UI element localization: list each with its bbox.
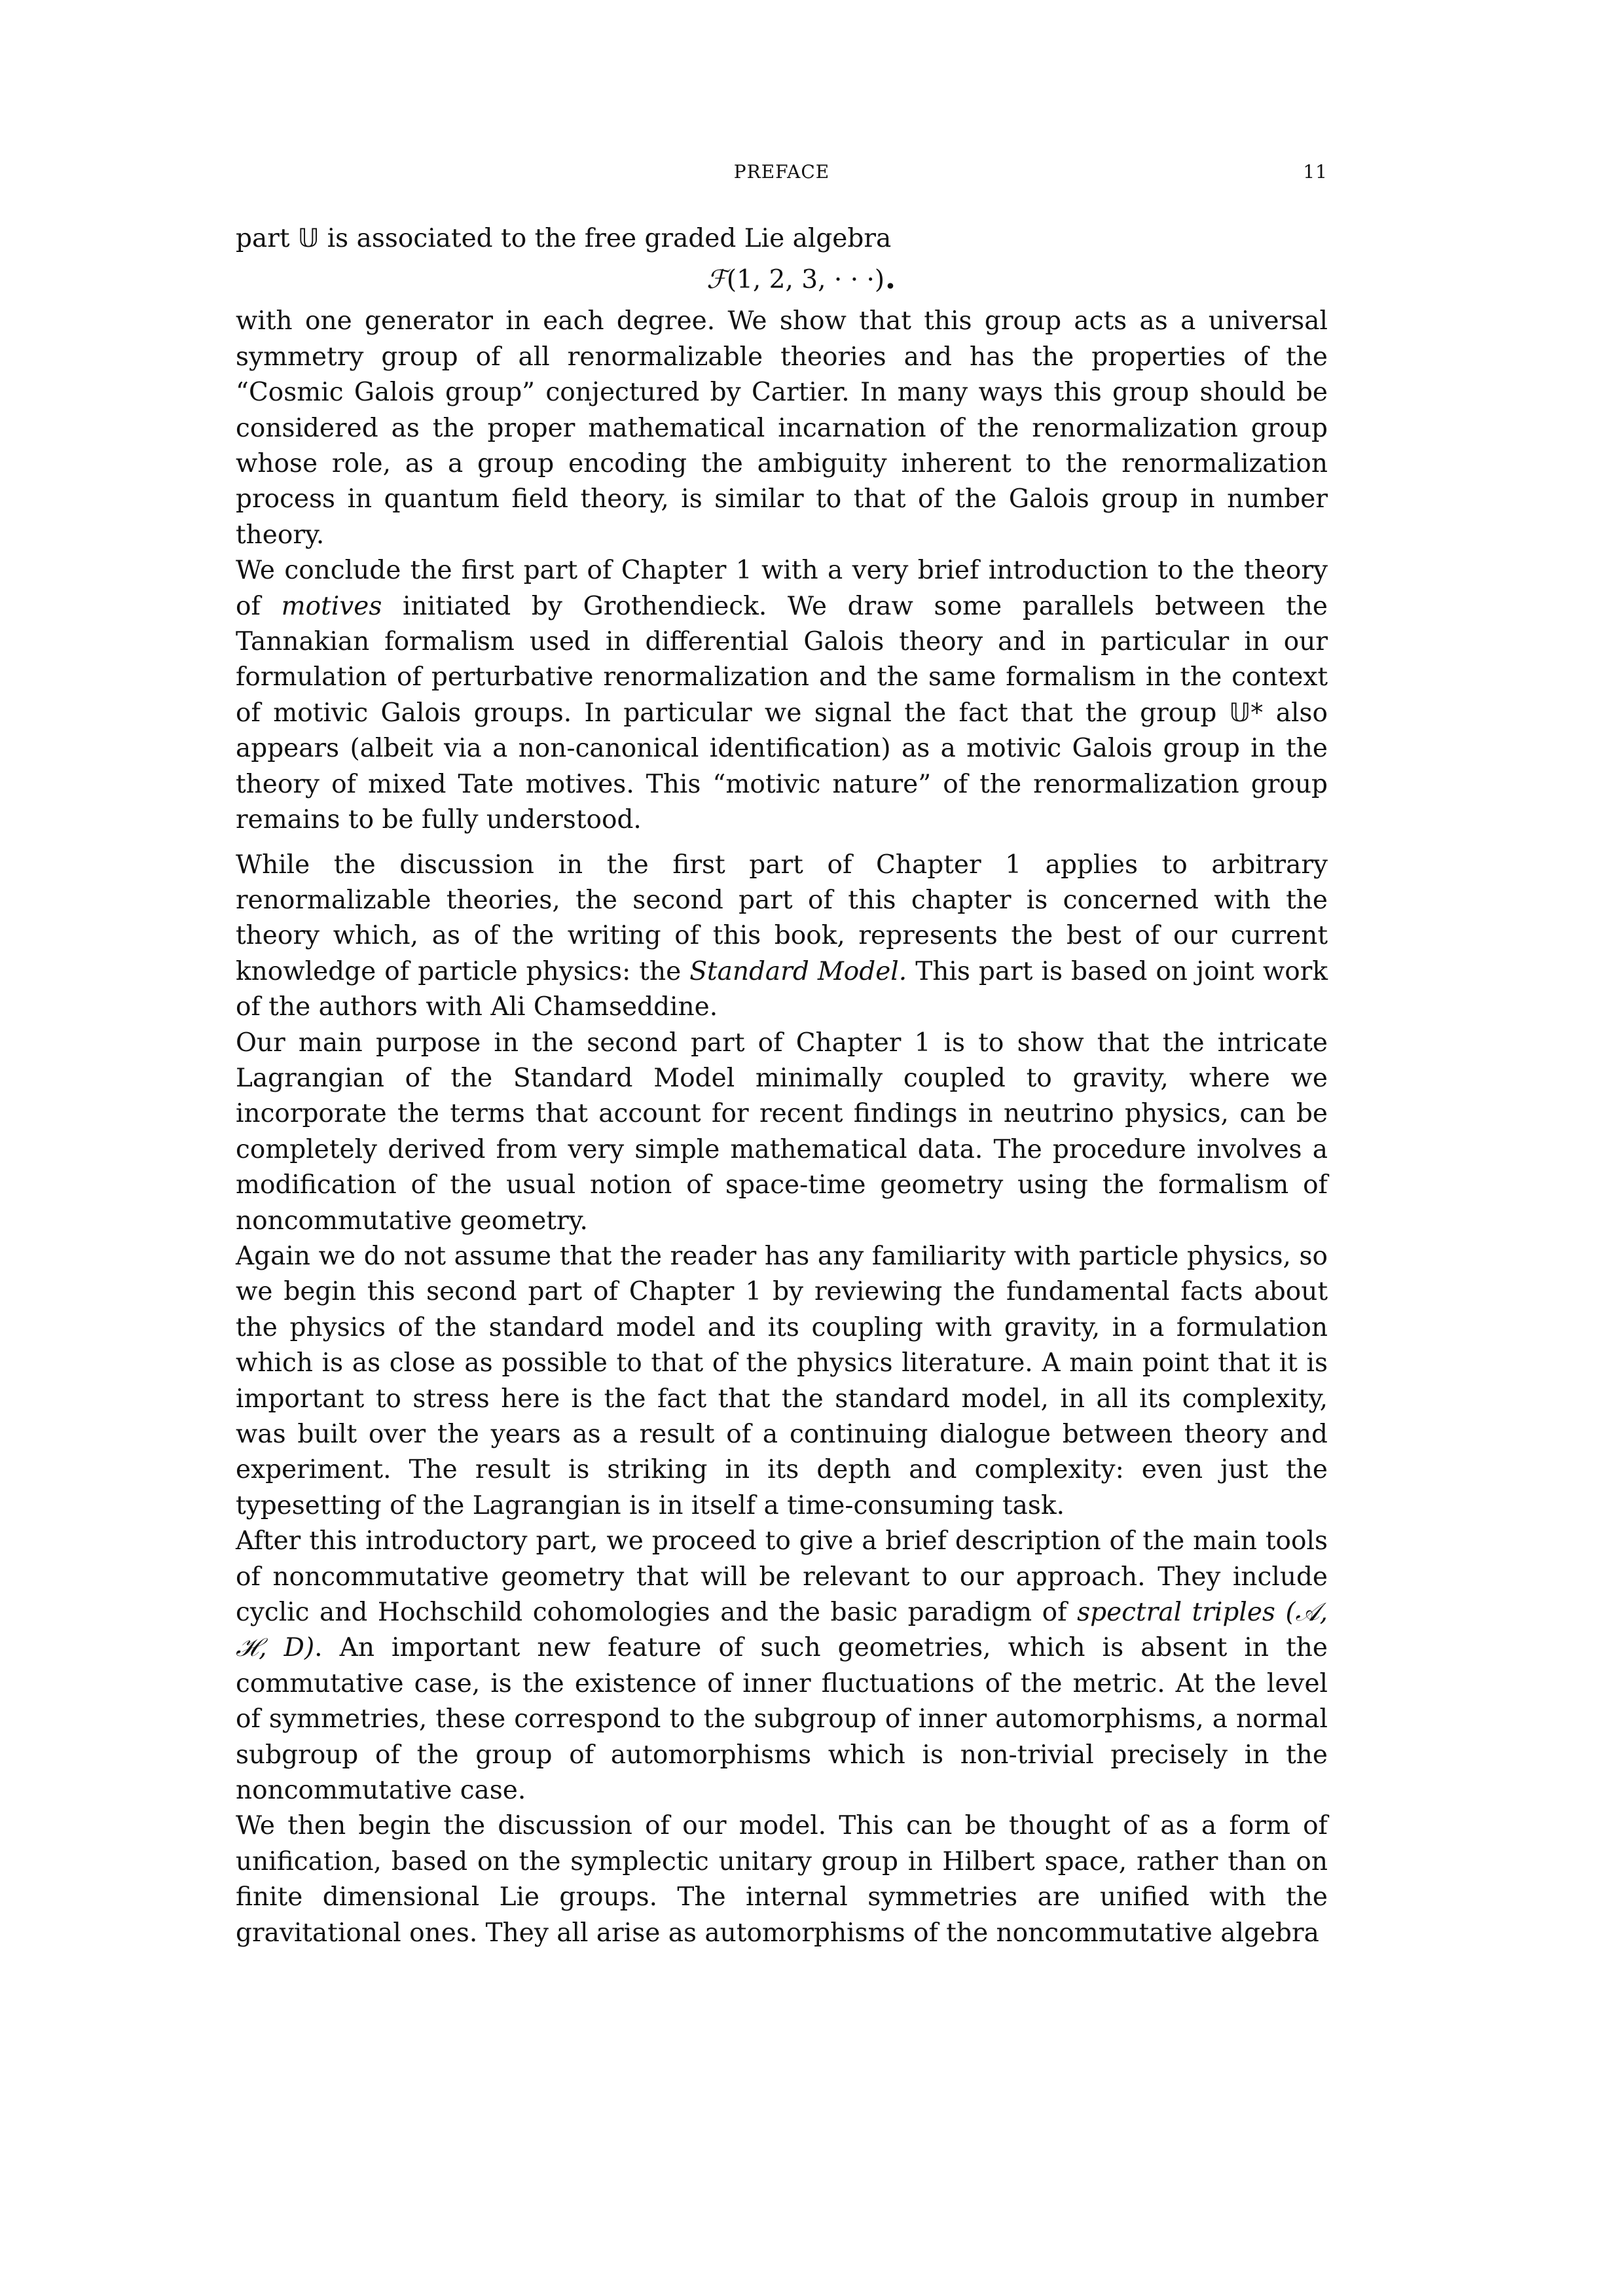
p2-after: also appears (albeit via a non-canonical identification) as a motivic Galois group in the theory of mixed Tate motives. This “motivic nature” of the renormalization group remains to be fully understood. <box>236 698 1328 835</box>
body-text <box>236 221 1328 1951</box>
group-U-star-symbol: 𝕌* <box>1229 698 1264 728</box>
intro-after: is associated to the free graded Lie algebra <box>319 224 892 253</box>
p3-emphasis-standard-model: Standard Model. <box>689 956 907 986</box>
formula-arguments: (1, 2, 3, · · ·) <box>726 265 885 295</box>
page-number: 11 <box>1303 161 1328 183</box>
paragraph-5: Again we do not assume that the reader has any familiarity with particle physics, so we begin this second part of Chapter 1 by reviewing the fundamental facts about the physics of the standard model and its coupling with gravity, in a formulation which is as close as possible to that of the physics literature. A main point that it is important to stress here is the fact that the standard model, in all its complexity, was built over the years as a result of a continuing dialogue between theory and experiment. The result is striking in its depth and complexity: even just the typesetting of the Lagrangian is in itself a time-consuming task. <box>236 1241 1328 1520</box>
formula-bullet-subscript: • <box>884 276 896 299</box>
book-page <box>236 157 1328 1950</box>
paragraph-4: Our main purpose in the second part of Chapter 1 is to show that the intricate Lagrangian of the Standard Model minimally coupled to gravity, where we incorporate the terms that account for recent findings in neutrino physics, can be completely derived from very simple mathematical data. The procedure involves a modification of the usual notion of space-time geometry using the formalism of noncommutative geometry. <box>236 1028 1328 1236</box>
formula-script-f: ℱ <box>706 265 727 295</box>
p6-before-em: After this introductory part, we proceed to give a brief description of the main tools of noncommutative geometry that will be relevant to our approach. They include cyclic and Hochschild cohomologies and the basic paradigm of <box>236 1526 1328 1628</box>
display-formula <box>236 257 1328 304</box>
paragraph-2 <box>236 553 1328 838</box>
intro-line <box>236 221 1328 257</box>
running-header <box>236 157 1328 196</box>
p2-before-em: We conclude the first part of Chapter 1 with a very brief introduction to the theory of <box>236 556 1328 621</box>
paragraph-1: with one generator in each degree. We show that this group acts as a universal symmetry group of all renormalizable theories and has the properties of the “Cosmic Galois group” conjectured by Cartier. In many ways this group should be considered as the proper mathematical incarnation of the renormalization group whose role, as a group encoding the ambiguity inherent to the renormalization process in quantum field theory, is similar to that of the Galois group in number theory. <box>236 306 1328 550</box>
paragraph-6 <box>236 1524 1328 1808</box>
paragraph-3 <box>236 848 1328 1026</box>
p6-after: . An important new feature of such geometries, which is absent in the commutative case, is the existence of inner fluctuations of the metric. At the level of symmetries, these correspond to the subgroup of inner automorphisms, a normal subgroup of the group of automorphisms which is non-trivial precisely in the noncommutative case. <box>236 1633 1328 1806</box>
paragraph-7: We then begin the discussion of our model. This can be thought of as a form of unification, based on the symplectic unitary group in Hilbert space, rather than on finite dimensional Lie groups. The internal symmetries are unified with the gravitational ones. They all arise as automorphisms of the noncommutative algebra <box>236 1811 1328 1948</box>
p3-before-em: While the discussion in the first part of Chapter 1 applies to arbitrary renormalizable theories, the second part of this chapter is concerned with the theory which, as of the writing of this book, represents the best of our current knowledge of particle physics: the <box>236 850 1328 986</box>
p3-after: This part is based on joint work of the authors with Ali Chamseddine. <box>236 956 1328 1022</box>
intro-before: part <box>236 224 298 253</box>
p2-middle: initiated by Grothendieck. We draw some parallels between the Tannakian formalism used in differential Galois theory and in particular in our formulation of perturbative renormalization and the same formalism in the context of motivic Galois groups. In particular we signal the fact that the group <box>236 591 1328 728</box>
running-title: PREFACE <box>733 161 830 183</box>
group-U-symbol: 𝕌 <box>297 224 319 253</box>
p6-spectral-triple-math: (𝒜, ℋ, D) <box>236 1598 1328 1663</box>
p6-emphasis-spectral-triples: spectral triples <box>1077 1598 1275 1628</box>
p2-emphasis-motives: motives <box>281 591 382 621</box>
